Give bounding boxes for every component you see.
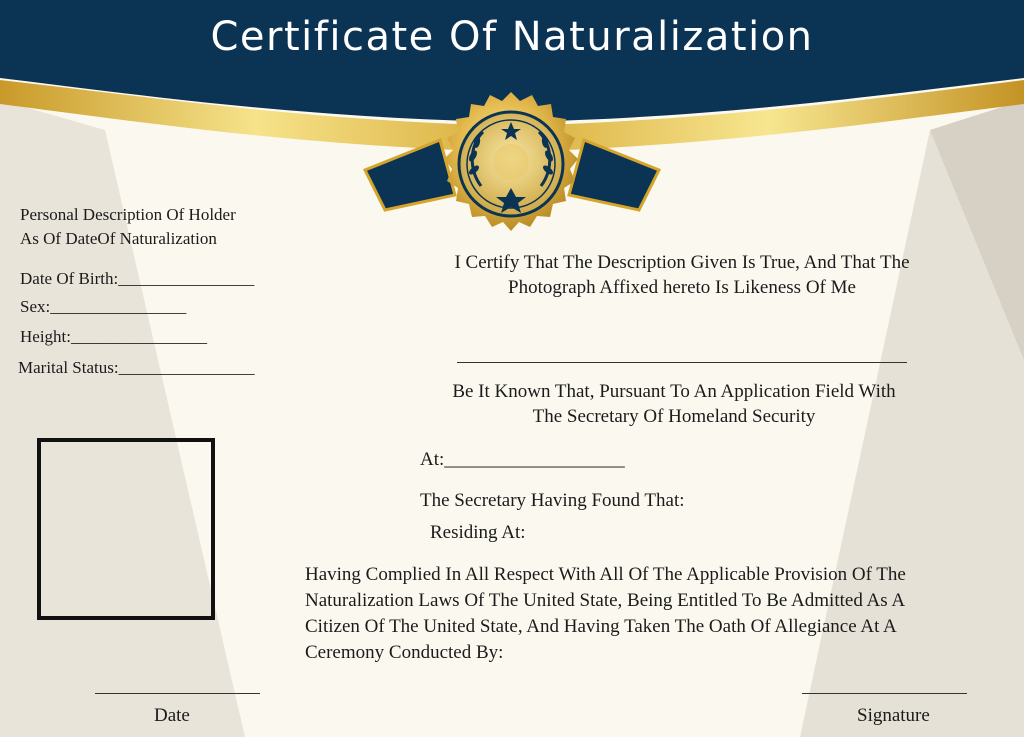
- holder-heading-line1: Personal Description Of Holder: [20, 205, 236, 224]
- signature-label: Signature: [857, 705, 930, 726]
- date-label: Date: [154, 705, 190, 726]
- secretary-found-text: The Secretary Having Found That:: [420, 490, 685, 511]
- certify-line1: I Certify That The Description Given Is True, And That The: [454, 252, 910, 273]
- signature-line: [802, 693, 967, 694]
- certify-signature-line: [457, 362, 907, 363]
- certificate-title: Certificate Of Naturalization: [210, 14, 814, 60]
- residing-at-field: Residing At:: [430, 522, 526, 543]
- complied-line3: Citizen Of The United State, And Having Taken The Oath Of Allegiance At A: [305, 616, 897, 637]
- at-field: At:___________________: [420, 449, 625, 470]
- height-field: Height:________________: [20, 327, 207, 346]
- date-of-birth-field: Date Of Birth:________________: [20, 269, 255, 288]
- date-line: [95, 693, 260, 694]
- complied-paragraph: [305, 562, 1005, 666]
- known-line2: The Secretary Of Homeland Security: [532, 406, 816, 427]
- holder-heading-line2: As Of DateOf Naturalization: [20, 229, 217, 248]
- complied-line2: Naturalization Laws Of The United State, Being Entitled To Be Admitted As A: [305, 590, 906, 611]
- certify-line2: Photograph Affixed hereto Is Likeness Of Me: [508, 277, 856, 298]
- complied-line1: Having Complied In All Respect With All Of The Applicable Provision Of The: [305, 564, 906, 585]
- photo-placeholder: [37, 438, 215, 620]
- marital-status-field: Marital Status:________________: [18, 358, 255, 377]
- complied-line4: Ceremony Conducted By:: [305, 642, 504, 663]
- sex-field: Sex:________________: [20, 297, 187, 316]
- known-line1: Be It Known That, Pursuant To An Application Field With: [452, 381, 896, 402]
